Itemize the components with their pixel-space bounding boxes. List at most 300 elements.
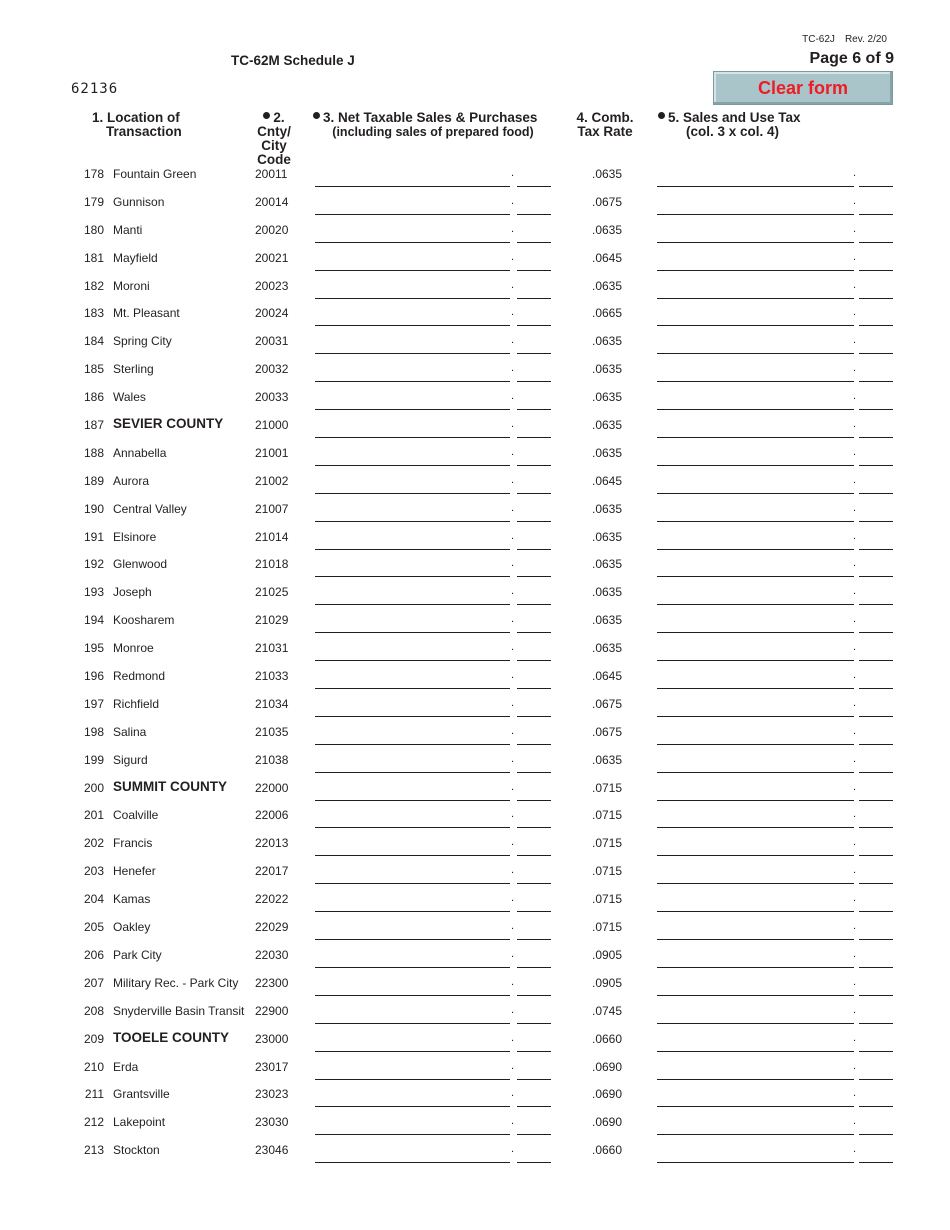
net-taxable-dollars-field[interactable] xyxy=(315,735,510,745)
decimal-point: . xyxy=(511,194,515,207)
line-number: 199 xyxy=(83,752,104,767)
net-taxable-cents-field[interactable] xyxy=(517,512,551,522)
combined-tax-rate: .0690 xyxy=(592,1115,623,1130)
combined-tax-rate: .0635 xyxy=(592,529,623,544)
net-taxable-dollars-field[interactable] xyxy=(315,1014,510,1024)
net-taxable-cents-field[interactable] xyxy=(517,344,551,354)
decimal-point: . xyxy=(853,864,857,877)
location-name: Redmond xyxy=(113,669,166,684)
net-taxable-dollars-field[interactable] xyxy=(315,456,510,466)
sales-use-tax-cents-field[interactable] xyxy=(859,623,893,633)
location-name: Coalville xyxy=(113,808,159,823)
net-taxable-dollars-field[interactable] xyxy=(315,344,510,354)
sales-use-tax-dollars-field[interactable] xyxy=(657,679,854,689)
line-number: 210 xyxy=(83,1059,104,1074)
sales-use-tax-cents-field[interactable] xyxy=(859,289,893,299)
net-taxable-cents-field[interactable] xyxy=(517,1070,551,1080)
net-taxable-dollars-field[interactable] xyxy=(315,1070,510,1080)
net-taxable-cents-field[interactable] xyxy=(517,1125,551,1135)
sales-use-tax-cents-field[interactable] xyxy=(859,567,893,577)
county-city-code: 23030 xyxy=(255,1115,289,1130)
decimal-point: . xyxy=(853,1087,857,1100)
sales-use-tax-dollars-field[interactable] xyxy=(657,289,854,299)
table-row xyxy=(0,439,950,467)
combined-tax-rate: .0635 xyxy=(592,445,623,460)
net-taxable-dollars-field[interactable] xyxy=(315,679,510,689)
net-taxable-cents-field[interactable] xyxy=(517,261,551,271)
sales-use-tax-dollars-field[interactable] xyxy=(657,316,854,326)
sales-use-tax-dollars-field[interactable] xyxy=(657,1014,854,1024)
combined-tax-rate: .0715 xyxy=(592,836,623,851)
table-row xyxy=(0,1108,950,1136)
table-row xyxy=(0,857,950,885)
line-number: 186 xyxy=(83,390,104,405)
combined-tax-rate: .0715 xyxy=(592,808,623,823)
net-taxable-cents-field[interactable] xyxy=(517,177,551,187)
county-city-code: 21035 xyxy=(255,724,289,739)
county-city-code: 21034 xyxy=(255,696,289,711)
sales-use-tax-dollars-field[interactable] xyxy=(657,372,854,382)
table-row xyxy=(0,272,950,300)
county-city-code: 23017 xyxy=(255,1059,289,1074)
sales-use-tax-cents-field[interactable] xyxy=(859,233,893,243)
net-taxable-cents-field[interactable] xyxy=(517,1014,551,1024)
line-number: 201 xyxy=(83,808,104,823)
form-id xyxy=(802,34,887,45)
sales-use-tax-cents-field[interactable] xyxy=(859,316,893,326)
table-row xyxy=(0,606,950,634)
combined-tax-rate: .0635 xyxy=(592,418,623,433)
table-row xyxy=(0,801,950,829)
county-city-code: 20011 xyxy=(255,167,288,181)
decimal-point: . xyxy=(511,557,515,570)
sales-use-tax-dollars-field[interactable] xyxy=(657,1070,854,1080)
line-number: 191 xyxy=(83,529,104,544)
combined-tax-rate: .0635 xyxy=(592,390,623,405)
county-city-code: 21001 xyxy=(255,445,289,460)
combined-tax-rate: .0635 xyxy=(592,278,623,293)
sales-use-tax-dollars-field[interactable] xyxy=(657,400,854,410)
sales-use-tax-dollars-field[interactable] xyxy=(657,623,854,633)
net-taxable-cents-field[interactable] xyxy=(517,818,551,828)
combined-tax-rate: .0715 xyxy=(592,780,623,795)
net-taxable-dollars-field[interactable] xyxy=(315,902,510,912)
net-taxable-dollars-field[interactable] xyxy=(315,595,510,605)
decimal-point: . xyxy=(853,780,857,793)
sales-use-tax-dollars-field[interactable] xyxy=(657,1125,854,1135)
location-name: Glenwood xyxy=(113,557,168,572)
sales-use-tax-dollars-field[interactable] xyxy=(657,261,854,271)
combined-tax-rate: .0715 xyxy=(592,864,623,879)
county-city-code: 20031 xyxy=(255,334,289,349)
sales-use-tax-cents-field[interactable] xyxy=(859,1042,893,1052)
location-name: Koosharem xyxy=(113,613,175,628)
decimal-point: . xyxy=(853,1115,857,1128)
decimal-point: . xyxy=(511,501,515,514)
location-name: Snyderville Basin Transit xyxy=(113,1003,245,1018)
combined-tax-rate: .0675 xyxy=(592,724,623,739)
sales-use-tax-cents-field[interactable] xyxy=(859,791,893,801)
decimal-point: . xyxy=(853,529,857,542)
combined-tax-rate: .0745 xyxy=(592,1003,623,1018)
net-taxable-cents-field[interactable] xyxy=(517,567,551,577)
combined-tax-rate: .0905 xyxy=(592,975,623,990)
sales-use-tax-dollars-field[interactable] xyxy=(657,205,854,215)
decimal-point: . xyxy=(511,167,515,179)
net-taxable-dollars-field[interactable] xyxy=(315,372,510,382)
form-code: TC-62J xyxy=(802,34,835,45)
combined-tax-rate: .0635 xyxy=(592,222,623,237)
table-row xyxy=(0,188,950,216)
sales-use-tax-cents-field[interactable] xyxy=(859,177,893,187)
net-taxable-cents-field[interactable] xyxy=(517,289,551,299)
sales-use-tax-cents-field[interactable] xyxy=(859,261,893,271)
location-name: Kamas xyxy=(113,892,151,907)
sales-use-tax-dollars-field[interactable] xyxy=(657,484,854,494)
decimal-point: . xyxy=(853,585,857,598)
sales-use-tax-dollars-field[interactable] xyxy=(657,986,854,996)
decimal-point: . xyxy=(511,808,515,821)
sales-use-tax-cents-field[interactable] xyxy=(859,874,893,884)
net-taxable-dollars-field[interactable] xyxy=(315,316,510,326)
combined-tax-rate: .0645 xyxy=(592,473,623,488)
net-taxable-dollars-field[interactable] xyxy=(315,874,510,884)
sales-use-tax-cents-field[interactable] xyxy=(859,1070,893,1080)
net-taxable-cents-field[interactable] xyxy=(517,986,551,996)
sales-use-tax-cents-field[interactable] xyxy=(859,400,893,410)
county-city-code: 22030 xyxy=(255,947,289,962)
clear-form-button[interactable]: Clear form xyxy=(713,71,893,105)
county-city-code: 23000 xyxy=(255,1031,289,1046)
net-taxable-cents-field[interactable] xyxy=(517,930,551,940)
net-taxable-cents-field[interactable] xyxy=(517,1042,551,1052)
net-taxable-cents-field[interactable] xyxy=(517,233,551,243)
sales-use-tax-dollars-field[interactable] xyxy=(657,1042,854,1052)
table-row xyxy=(0,523,950,551)
sales-use-tax-dollars-field[interactable] xyxy=(657,846,854,856)
net-taxable-dollars-field[interactable] xyxy=(315,261,510,271)
county-city-code: 21018 xyxy=(255,557,289,572)
sales-use-tax-dollars-field[interactable] xyxy=(657,902,854,912)
net-taxable-dollars-field[interactable] xyxy=(315,763,510,773)
net-taxable-cents-field[interactable] xyxy=(517,623,551,633)
combined-tax-rate: .0665 xyxy=(592,306,623,321)
sales-use-tax-cents-field[interactable] xyxy=(859,818,893,828)
sales-use-tax-dollars-field[interactable] xyxy=(657,540,854,550)
col3-title: 3. Net Taxable Sales & Purchases xyxy=(323,110,538,125)
net-taxable-dollars-field[interactable] xyxy=(315,400,510,410)
decimal-point: . xyxy=(511,864,515,877)
sales-use-tax-cents-field[interactable] xyxy=(859,763,893,773)
combined-tax-rate: .0635 xyxy=(592,167,623,181)
decimal-point: . xyxy=(853,167,857,179)
sales-use-tax-cents-field[interactable] xyxy=(859,930,893,940)
sales-use-tax-dollars-field[interactable] xyxy=(657,177,854,187)
sales-use-tax-dollars-field[interactable] xyxy=(657,595,854,605)
decimal-point: . xyxy=(853,836,857,849)
net-taxable-dollars-field[interactable] xyxy=(315,484,510,494)
required-dot-icon xyxy=(658,112,665,119)
decimal-point: . xyxy=(511,529,515,542)
location-name: Park City xyxy=(113,947,162,962)
net-taxable-cents-field[interactable] xyxy=(517,846,551,856)
net-taxable-dollars-field[interactable] xyxy=(315,818,510,828)
sales-use-tax-dollars-field[interactable] xyxy=(657,1097,854,1107)
col1-line2: Transaction xyxy=(106,124,182,139)
sales-use-tax-dollars-field[interactable] xyxy=(657,567,854,577)
net-taxable-cents-field[interactable] xyxy=(517,484,551,494)
decimal-point: . xyxy=(511,1059,515,1072)
sales-use-tax-cents-field[interactable] xyxy=(859,512,893,522)
table-row xyxy=(0,216,950,244)
required-dot-icon xyxy=(263,112,270,119)
table-row xyxy=(0,885,950,913)
table-row xyxy=(0,495,950,523)
line-number: 195 xyxy=(83,641,104,656)
location-name: Oakley xyxy=(113,920,151,935)
net-taxable-cents-field[interactable] xyxy=(517,735,551,745)
decimal-point: . xyxy=(853,669,857,682)
net-taxable-dollars-field[interactable] xyxy=(315,205,510,215)
net-taxable-cents-field[interactable] xyxy=(517,902,551,912)
sales-use-tax-cents-field[interactable] xyxy=(859,1097,893,1107)
sales-use-tax-dollars-field[interactable] xyxy=(657,233,854,243)
net-taxable-cents-field[interactable] xyxy=(517,1097,551,1107)
decimal-point: . xyxy=(853,920,857,933)
decimal-point: . xyxy=(853,613,857,626)
table-row xyxy=(0,1025,950,1053)
county-city-code: 22029 xyxy=(255,920,289,935)
line-number: 182 xyxy=(83,278,104,293)
sales-use-tax-dollars-field[interactable] xyxy=(657,651,854,661)
county-city-code: 21025 xyxy=(255,585,289,600)
net-taxable-cents-field[interactable] xyxy=(517,791,551,801)
net-taxable-dollars-field[interactable] xyxy=(315,512,510,522)
combined-tax-rate: .0635 xyxy=(592,501,623,516)
net-taxable-dollars-field[interactable] xyxy=(315,651,510,661)
net-taxable-dollars-field[interactable] xyxy=(315,233,510,243)
decimal-point: . xyxy=(853,752,857,765)
location-name: Aurora xyxy=(113,473,150,488)
decimal-point: . xyxy=(853,975,857,988)
net-taxable-cents-field[interactable] xyxy=(517,428,551,438)
net-taxable-cents-field[interactable] xyxy=(517,456,551,466)
schedule-rows xyxy=(0,160,950,1164)
net-taxable-dollars-field[interactable] xyxy=(315,623,510,633)
decimal-point: . xyxy=(853,947,857,960)
sales-use-tax-cents-field[interactable] xyxy=(859,456,893,466)
sales-use-tax-cents-field[interactable] xyxy=(859,595,893,605)
location-name: Mayfield xyxy=(113,250,158,265)
location-name: Erda xyxy=(113,1059,139,1074)
line-number: 200 xyxy=(83,780,104,795)
decimal-point: . xyxy=(511,362,515,375)
col4-title: 4. Comb. Tax Rate xyxy=(576,110,634,139)
line-number: 205 xyxy=(83,920,104,935)
line-number: 204 xyxy=(83,892,104,907)
county-city-code: 20020 xyxy=(255,222,289,237)
sales-use-tax-cents-field[interactable] xyxy=(859,986,893,996)
decimal-point: . xyxy=(853,222,857,235)
table-row xyxy=(0,1080,950,1108)
decimal-point: . xyxy=(511,278,515,291)
county-city-code: 23046 xyxy=(255,1143,289,1158)
net-taxable-dollars-field[interactable] xyxy=(315,846,510,856)
county-city-code: 22006 xyxy=(255,808,289,823)
line-number: 183 xyxy=(83,306,104,321)
net-taxable-cents-field[interactable] xyxy=(517,595,551,605)
net-taxable-dollars-field[interactable] xyxy=(315,986,510,996)
line-number: 198 xyxy=(83,724,104,739)
line-number: 209 xyxy=(83,1031,104,1046)
decimal-point: . xyxy=(511,473,515,486)
net-taxable-cents-field[interactable] xyxy=(517,763,551,773)
county-city-code: 21000 xyxy=(255,418,289,433)
net-taxable-dollars-field[interactable] xyxy=(315,540,510,550)
sales-use-tax-dollars-field[interactable] xyxy=(657,958,854,968)
combined-tax-rate: .0635 xyxy=(592,557,623,572)
form-number: 62136 xyxy=(71,81,119,97)
location-name: Salina xyxy=(113,724,147,739)
decimal-point: . xyxy=(511,1087,515,1100)
line-number: 206 xyxy=(83,947,104,962)
line-number: 181 xyxy=(83,250,104,265)
net-taxable-cents-field[interactable] xyxy=(517,540,551,550)
line-number: 208 xyxy=(83,1003,104,1018)
location-name: Moroni xyxy=(113,278,150,293)
table-row xyxy=(0,1053,950,1081)
sales-use-tax-dollars-field[interactable] xyxy=(657,456,854,466)
sales-use-tax-cents-field[interactable] xyxy=(859,344,893,354)
sales-use-tax-dollars-field[interactable] xyxy=(657,735,854,745)
sales-use-tax-cents-field[interactable] xyxy=(859,372,893,382)
county-city-code: 21033 xyxy=(255,669,289,684)
sales-use-tax-cents-field[interactable] xyxy=(859,205,893,215)
location-name: Henefer xyxy=(113,864,156,879)
location-name: Stockton xyxy=(113,1143,160,1158)
decimal-point: . xyxy=(511,334,515,347)
combined-tax-rate: .0675 xyxy=(592,194,623,209)
line-number: 202 xyxy=(83,836,104,851)
net-taxable-dollars-field[interactable] xyxy=(315,1097,510,1107)
sales-use-tax-cents-field[interactable] xyxy=(859,540,893,550)
county-city-code: 20023 xyxy=(255,278,289,293)
sales-use-tax-dollars-field[interactable] xyxy=(657,818,854,828)
line-number: 193 xyxy=(83,585,104,600)
sales-use-tax-cents-field[interactable] xyxy=(859,902,893,912)
county-city-code: 21002 xyxy=(255,473,289,488)
sales-use-tax-dollars-field[interactable] xyxy=(657,791,854,801)
combined-tax-rate: .0635 xyxy=(592,585,623,600)
line-number: 190 xyxy=(83,501,104,516)
net-taxable-dollars-field[interactable] xyxy=(315,177,510,187)
net-taxable-cents-field[interactable] xyxy=(517,400,551,410)
decimal-point: . xyxy=(511,585,515,598)
location-name: Military Rec. - Park City xyxy=(113,975,239,990)
net-taxable-dollars-field[interactable] xyxy=(315,1125,510,1135)
net-taxable-dollars-field[interactable] xyxy=(315,289,510,299)
line-number: 203 xyxy=(83,864,104,879)
net-taxable-dollars-field[interactable] xyxy=(315,707,510,717)
line-number: 180 xyxy=(83,222,104,237)
net-taxable-dollars-field[interactable] xyxy=(315,930,510,940)
table-row xyxy=(0,467,950,495)
net-taxable-cents-field[interactable] xyxy=(517,707,551,717)
sales-use-tax-cents-field[interactable] xyxy=(859,1014,893,1024)
location-name: Sigurd xyxy=(113,752,148,767)
net-taxable-dollars-field[interactable] xyxy=(315,428,510,438)
net-taxable-cents-field[interactable] xyxy=(517,874,551,884)
sales-use-tax-dollars-field[interactable] xyxy=(657,428,854,438)
location-name: Annabella xyxy=(113,445,167,460)
sales-use-tax-cents-field[interactable] xyxy=(859,651,893,661)
line-number: 192 xyxy=(83,557,104,572)
sales-use-tax-dollars-field[interactable] xyxy=(657,763,854,773)
sales-use-tax-cents-field[interactable] xyxy=(859,846,893,856)
sales-use-tax-cents-field[interactable] xyxy=(859,428,893,438)
combined-tax-rate: .0690 xyxy=(592,1059,623,1074)
location-name: Manti xyxy=(113,222,143,237)
sales-use-tax-dollars-field[interactable] xyxy=(657,1153,854,1163)
combined-tax-rate: .0715 xyxy=(592,920,623,935)
combined-tax-rate: .0645 xyxy=(592,669,623,684)
combined-tax-rate: .0645 xyxy=(592,250,623,265)
net-taxable-dollars-field[interactable] xyxy=(315,958,510,968)
location-name: SUMMIT COUNTY xyxy=(113,778,227,794)
decimal-point: . xyxy=(853,418,857,431)
sales-use-tax-dollars-field[interactable] xyxy=(657,930,854,940)
net-taxable-dollars-field[interactable] xyxy=(315,1042,510,1052)
net-taxable-cents-field[interactable] xyxy=(517,958,551,968)
net-taxable-cents-field[interactable] xyxy=(517,1153,551,1163)
combined-tax-rate: .0660 xyxy=(592,1143,623,1158)
county-city-code: 22000 xyxy=(255,780,289,795)
sales-use-tax-dollars-field[interactable] xyxy=(657,512,854,522)
decimal-point: . xyxy=(853,501,857,514)
location-name: Grantsville xyxy=(113,1087,170,1102)
net-taxable-dollars-field[interactable] xyxy=(315,791,510,801)
net-taxable-dollars-field[interactable] xyxy=(315,1153,510,1163)
line-number: 184 xyxy=(83,334,104,349)
sales-use-tax-cents-field[interactable] xyxy=(859,679,893,689)
net-taxable-dollars-field[interactable] xyxy=(315,567,510,577)
decimal-point: . xyxy=(853,445,857,458)
decimal-point: . xyxy=(511,418,515,431)
decimal-point: . xyxy=(853,473,857,486)
sales-use-tax-cents-field[interactable] xyxy=(859,707,893,717)
sales-use-tax-cents-field[interactable] xyxy=(859,1153,893,1163)
combined-tax-rate: .0660 xyxy=(592,1031,623,1046)
net-taxable-cents-field[interactable] xyxy=(517,316,551,326)
sales-use-tax-dollars-field[interactable] xyxy=(657,344,854,354)
sales-use-tax-cents-field[interactable] xyxy=(859,735,893,745)
net-taxable-cents-field[interactable] xyxy=(517,679,551,689)
sales-use-tax-dollars-field[interactable] xyxy=(657,707,854,717)
line-number: 211 xyxy=(84,1087,104,1102)
sales-use-tax-cents-field[interactable] xyxy=(859,484,893,494)
location-name: Sterling xyxy=(113,362,154,377)
decimal-point: . xyxy=(511,892,515,905)
county-city-code: 21029 xyxy=(255,613,289,628)
sales-use-tax-dollars-field[interactable] xyxy=(657,874,854,884)
sales-use-tax-cents-field[interactable] xyxy=(859,958,893,968)
net-taxable-cents-field[interactable] xyxy=(517,205,551,215)
net-taxable-cents-field[interactable] xyxy=(517,372,551,382)
table-row xyxy=(0,662,950,690)
decimal-point: . xyxy=(511,780,515,793)
net-taxable-cents-field[interactable] xyxy=(517,651,551,661)
sales-use-tax-cents-field[interactable] xyxy=(859,1125,893,1135)
